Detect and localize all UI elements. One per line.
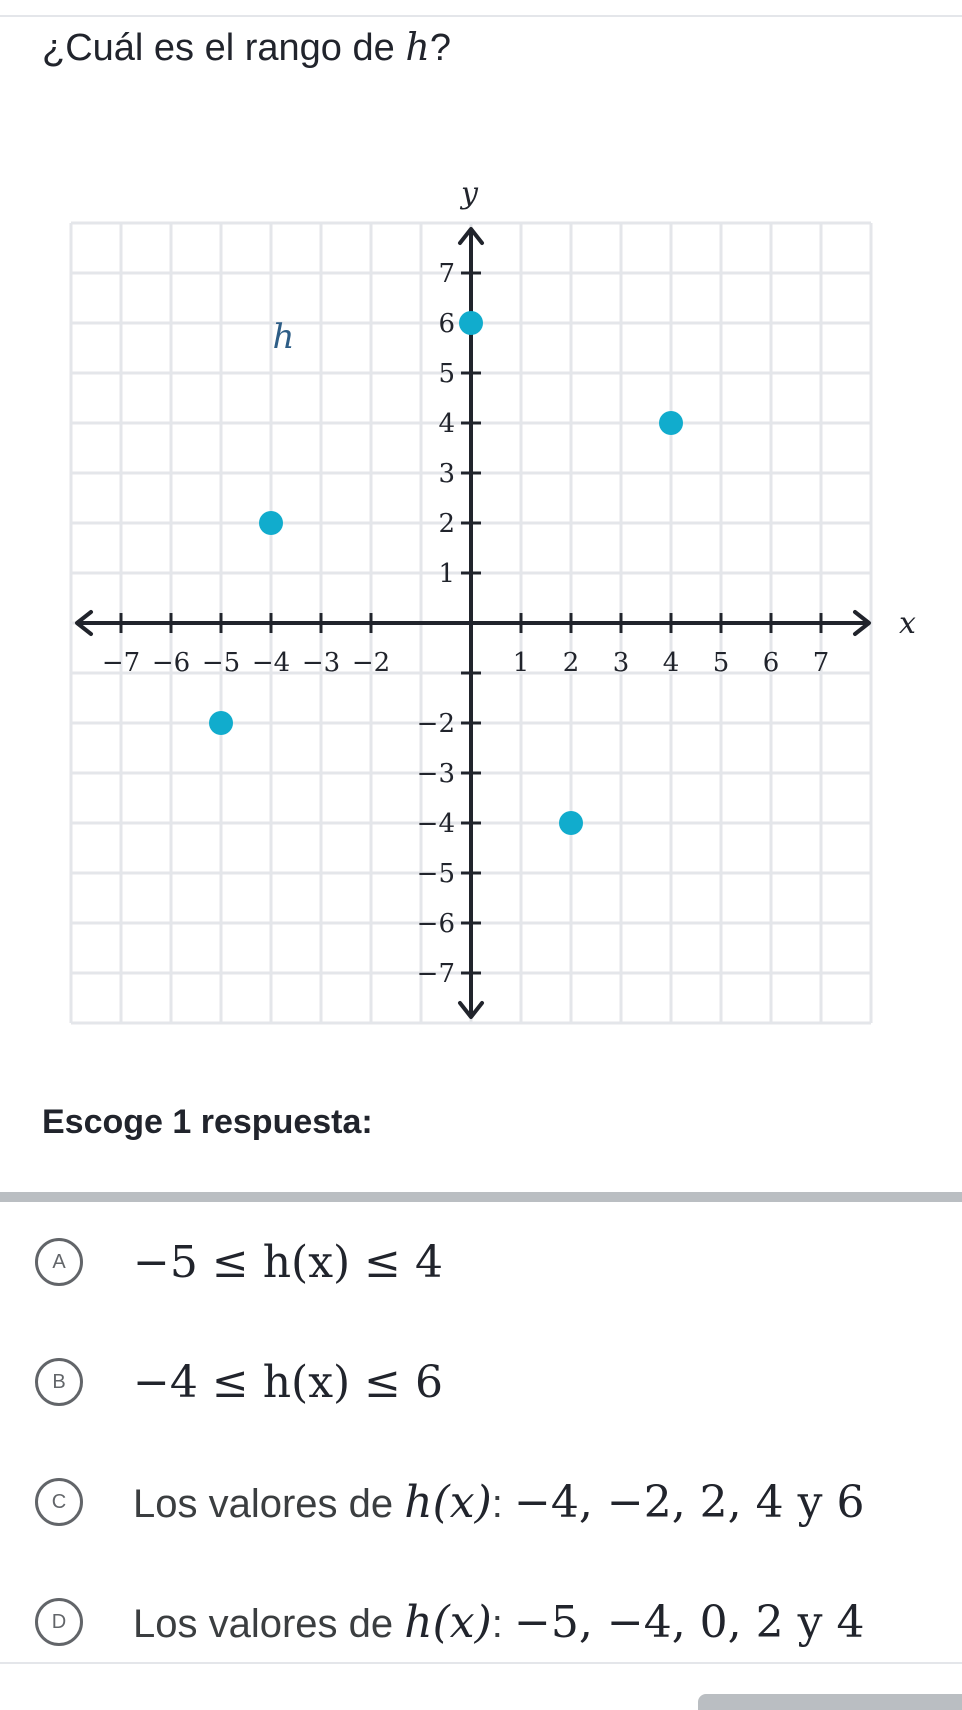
data-point <box>259 511 283 535</box>
x-tick-label: 1 <box>512 648 530 678</box>
x-tick-label: 3 <box>612 648 630 678</box>
bottom-action-bar[interactable] <box>698 1694 962 1710</box>
section-divider <box>0 1192 962 1202</box>
y-tick-label: 1 <box>438 559 455 589</box>
x-tick-label: −4 <box>251 648 291 678</box>
choice-sep-d: : <box>491 1601 514 1646</box>
choice-sep-c: : <box>491 1481 514 1526</box>
question-suffix: ? <box>429 27 451 69</box>
question-title <box>42 22 451 73</box>
data-point <box>459 311 483 335</box>
data-point <box>659 411 683 435</box>
y-tick-label: 5 <box>438 359 455 389</box>
choice-content-a <box>133 1237 443 1288</box>
choice-content-b <box>133 1357 443 1408</box>
question-prefix: ¿Cuál es el rango de <box>42 27 406 69</box>
y-tick-label: 6 <box>438 309 455 339</box>
choice-text-c: Los valores de <box>133 1481 405 1526</box>
choice-d[interactable] <box>0 1562 962 1682</box>
choice-math-a: −5 ≤ h(x) ≤ 4 <box>133 1236 444 1288</box>
y-tick-label: −3 <box>416 759 455 789</box>
y-tick-label: 2 <box>438 509 455 539</box>
bottom-divider <box>0 1662 962 1664</box>
y-tick-label: −2 <box>416 709 455 739</box>
y-axis-label: y <box>461 176 478 211</box>
choice-math-b: −4 ≤ h(x) ≤ 6 <box>133 1356 444 1408</box>
choice-letter-c[interactable]: C <box>35 1478 83 1526</box>
top-divider <box>0 15 962 17</box>
x-tick-label: −2 <box>351 648 391 678</box>
y-tick-label: −7 <box>416 959 455 989</box>
choice-letter-b[interactable]: B <box>35 1358 83 1406</box>
y-tick-label: 3 <box>438 459 455 489</box>
choice-content-c <box>133 1477 864 1528</box>
choice-func-c: h(x) <box>404 1476 492 1528</box>
data-point <box>209 711 233 735</box>
x-tick-label: 5 <box>712 648 730 678</box>
x-tick-label: 4 <box>662 648 680 678</box>
answer-prompt: Escoge 1 respuesta: <box>42 1103 373 1141</box>
x-tick-label: −5 <box>201 648 241 678</box>
choice-c[interactable] <box>0 1442 962 1562</box>
choice-text-d: Los valores de <box>133 1601 405 1646</box>
function-label: h <box>272 317 295 357</box>
choice-letter-a[interactable]: A <box>35 1238 83 1286</box>
y-tick-label: −4 <box>416 809 455 839</box>
y-tick-label: 7 <box>438 259 455 289</box>
y-tick-label: −5 <box>416 859 455 889</box>
data-point <box>559 811 583 835</box>
x-tick-label: 2 <box>562 648 580 678</box>
x-tick-label: −3 <box>301 648 341 678</box>
answer-choices <box>0 1202 962 1682</box>
coordinate-plane-graph <box>0 160 962 1060</box>
choice-b[interactable] <box>0 1322 962 1442</box>
choice-content-d <box>133 1597 864 1648</box>
y-tick-label: −6 <box>416 909 455 939</box>
choice-values-c: −4, −2, 2, 4 y 6 <box>514 1476 865 1528</box>
x-tick-label: −7 <box>101 648 141 678</box>
x-tick-label: −6 <box>151 648 191 678</box>
choice-a[interactable] <box>0 1202 962 1322</box>
choice-func-d: h(x) <box>404 1596 492 1648</box>
x-tick-label: 7 <box>812 648 830 678</box>
y-tick-label: 4 <box>438 409 455 439</box>
question-variable: h <box>405 25 430 69</box>
x-axis-label: x <box>899 606 916 641</box>
x-tick-label: 6 <box>762 648 780 678</box>
choice-values-d: −5, −4, 0, 2 y 4 <box>514 1596 865 1648</box>
choice-letter-d[interactable]: D <box>35 1598 83 1646</box>
